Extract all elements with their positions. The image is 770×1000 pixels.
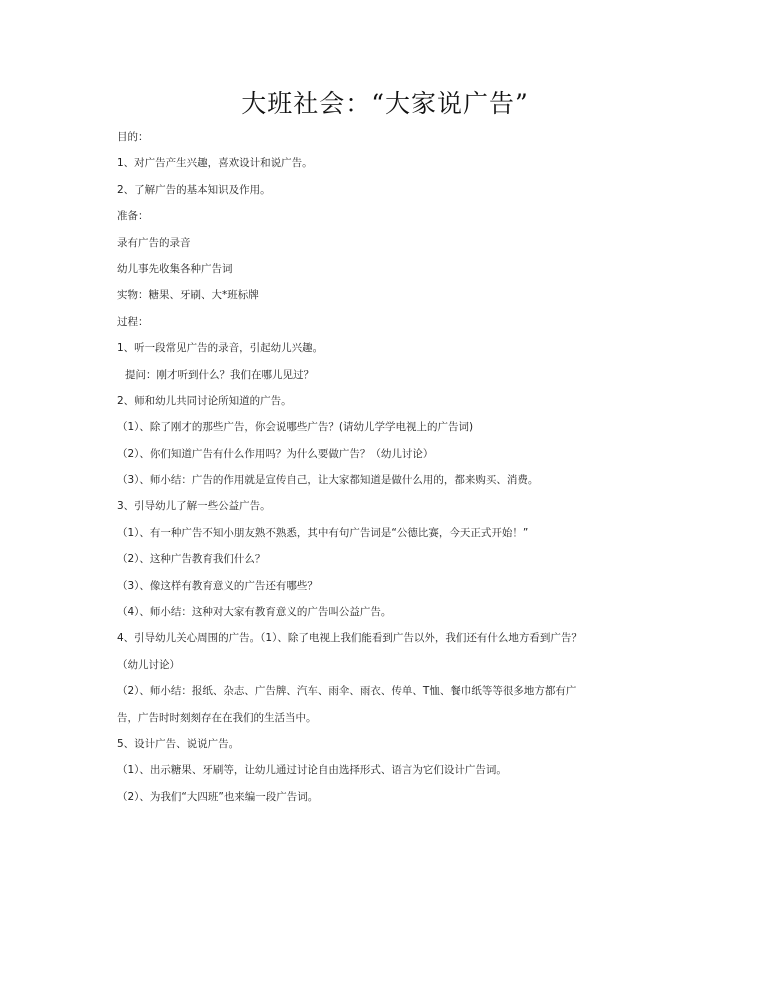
process-substep: （1）、有一种广告不知小朋友熟不熟悉，其中有句广告词是“公德比赛，今天正式开始！” bbox=[117, 526, 529, 539]
process-substep: （2）、你们知道广告有什么作用吗？为什么要做广告？（幼儿讨论） bbox=[117, 447, 434, 460]
section-heading-goals: 目的： bbox=[117, 131, 149, 143]
process-substep: （2）、师小结：报纸、杂志、广告牌、汽车、雨伞、雨衣、传单、T恤、餐巾纸等等很多地方都有广 bbox=[117, 685, 577, 698]
preparation-item: 实物：糖果、牙刷、大*班标牌 bbox=[117, 289, 259, 302]
process-step: 5、设计广告、说说广告。 bbox=[117, 737, 240, 750]
goal-item: 2、了解广告的基本知识及作用。 bbox=[117, 183, 271, 196]
process-substep-continued: 告，广告时时刻刻存在在我们的生活当中。 bbox=[117, 711, 317, 724]
document-title: 大班社会：“大家说广告” bbox=[241, 89, 529, 118]
process-step: 3、引导幼儿了解一些公益广告。 bbox=[117, 500, 271, 513]
document-body bbox=[117, 124, 657, 810]
process-substep: （1）、出示糖果、牙刷等，让幼儿通过讨论自由选择形式、语言为它们设计广告词。 bbox=[117, 764, 507, 777]
process-substep: （2）、为我们“大四班”也来编一段广告词。 bbox=[117, 790, 319, 803]
section-heading-process: 过程： bbox=[117, 315, 149, 328]
process-question: 提问：刚才听到什么？我们在哪儿见过？ bbox=[125, 368, 314, 381]
goal-item: 1、对广告产生兴趣，喜欢设计和说广告。 bbox=[117, 157, 313, 170]
section-heading-preparation: 准备： bbox=[117, 210, 149, 223]
process-step: 4、引导幼儿关心周围的广告。（1）、除了电视上我们能看到广告以外，我们还有什么地方看到广告？ bbox=[117, 632, 582, 645]
process-note: （幼儿讨论） bbox=[117, 658, 180, 671]
process-step: 1、听一段常见广告的录音，引起幼儿兴趣。 bbox=[117, 342, 324, 355]
preparation-item: 幼儿事先收集各种广告词 bbox=[117, 262, 233, 275]
process-substep: （2）、这种广告教育我们什么？ bbox=[117, 553, 266, 566]
process-step: 2、师和幼儿共同讨论所知道的广告。 bbox=[117, 394, 292, 407]
process-substep: （1）、除了刚才的那些广告，你会说哪些广告？(请幼儿学学电视上的广告词) bbox=[117, 421, 474, 434]
preparation-item: 录有广告的录音 bbox=[117, 236, 191, 249]
process-substep: （3）、师小结：广告的作用就是宣传自己，让大家都知道是做什么用的，都来购买、消费。 bbox=[117, 474, 539, 487]
process-substep: （4）、师小结：这种对大家有教育意义的广告叫公益广告。 bbox=[117, 606, 392, 619]
process-substep: （3）、像这样有教育意义的广告还有哪些？ bbox=[117, 579, 318, 592]
